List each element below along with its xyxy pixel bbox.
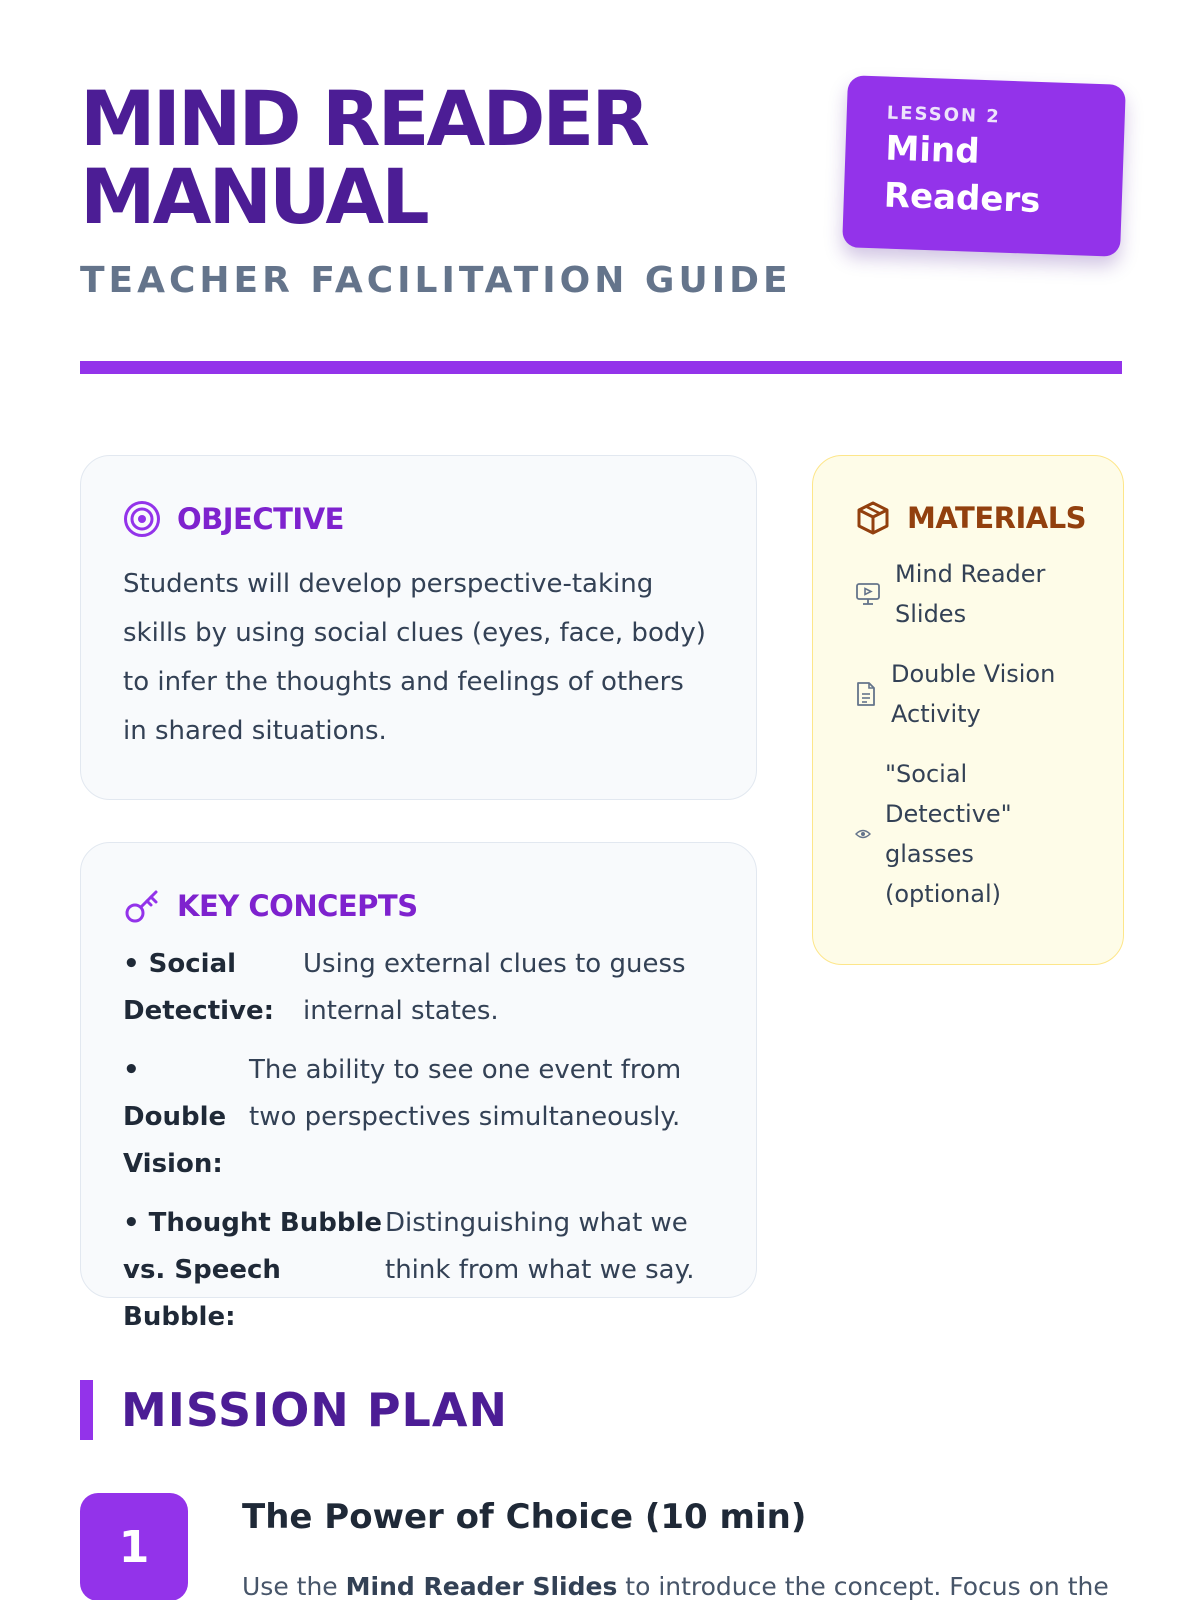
key-icon — [123, 887, 161, 925]
objective-title: OBJECTIVE — [177, 502, 344, 536]
concept-definition: Using external clues to guess internal states. — [303, 949, 686, 1026]
target-icon — [123, 500, 161, 538]
eye-icon — [855, 828, 871, 840]
concept-list — [123, 941, 714, 1341]
lesson-name-line-2: Readers — [883, 175, 1042, 221]
page-subtitle: TEACHER FACILITATION GUIDE — [80, 260, 792, 301]
concept-term: • Social Detective: — [123, 949, 275, 1026]
concept-item — [123, 941, 714, 1035]
material-label: Double Vision Activity — [891, 660, 1056, 728]
objective-header — [123, 500, 714, 538]
lesson-number: LESSON 2 — [886, 102, 1002, 128]
mission-plan-title: MISSION PLAN — [121, 1383, 508, 1437]
material-item — [855, 554, 1081, 634]
step-description — [242, 1572, 1109, 1600]
concept-definition: Distinguishing what we think from what we say. — [385, 1208, 695, 1285]
section-accent-bar — [80, 1380, 93, 1440]
header-divider — [80, 361, 1122, 374]
step-number: 1 — [80, 1493, 188, 1600]
materials-header — [855, 500, 1087, 536]
objective-card — [80, 455, 757, 800]
step-description-suffix: to introduce the concept. Focus on the — [617, 1572, 1109, 1600]
lesson-name — [883, 126, 1084, 227]
material-item — [855, 754, 1081, 914]
page-title-line-2: MANUAL — [80, 152, 427, 241]
lesson-badge — [842, 75, 1126, 257]
key-concepts-header — [123, 887, 714, 925]
materials-list — [855, 554, 1081, 914]
mission-plan-header — [80, 1380, 508, 1440]
key-concepts-card — [80, 842, 757, 1332]
presentation-icon — [855, 581, 881, 607]
step-title: The Power of Choice (10 min) — [242, 1497, 807, 1537]
step-description-prefix: Use the — [242, 1572, 346, 1600]
key-concepts-title: KEY CONCEPTS — [177, 889, 418, 923]
concept-item — [123, 1200, 714, 1341]
materials-card — [812, 455, 1124, 965]
document-icon — [855, 681, 877, 707]
page-title-line-1: MIND READER — [80, 74, 647, 163]
concept-term: • Double Vision: — [123, 1055, 227, 1179]
concept-definition: The ability to see one event from two perspectives simultaneously. — [249, 1055, 682, 1132]
material-label: Mind Reader Slides — [895, 560, 1046, 628]
materials-title: MATERIALS — [907, 501, 1087, 535]
objective-text: Students will develop perspective-taking skills by using social clues (eyes, face, body) to infer the thoughts and feelings of others in shared situations. — [123, 569, 706, 746]
material-label: "Social Detective" glasses (optional) — [885, 760, 1012, 908]
box-icon — [855, 500, 891, 536]
lesson-name-line-1: Mind — [884, 128, 981, 172]
step-description-emphasis: Mind Reader Slides — [345, 1572, 618, 1600]
concept-item — [123, 1047, 714, 1188]
material-item — [855, 654, 1081, 734]
concept-term: • Thought Bubble vs. Speech Bubble: — [123, 1208, 382, 1332]
